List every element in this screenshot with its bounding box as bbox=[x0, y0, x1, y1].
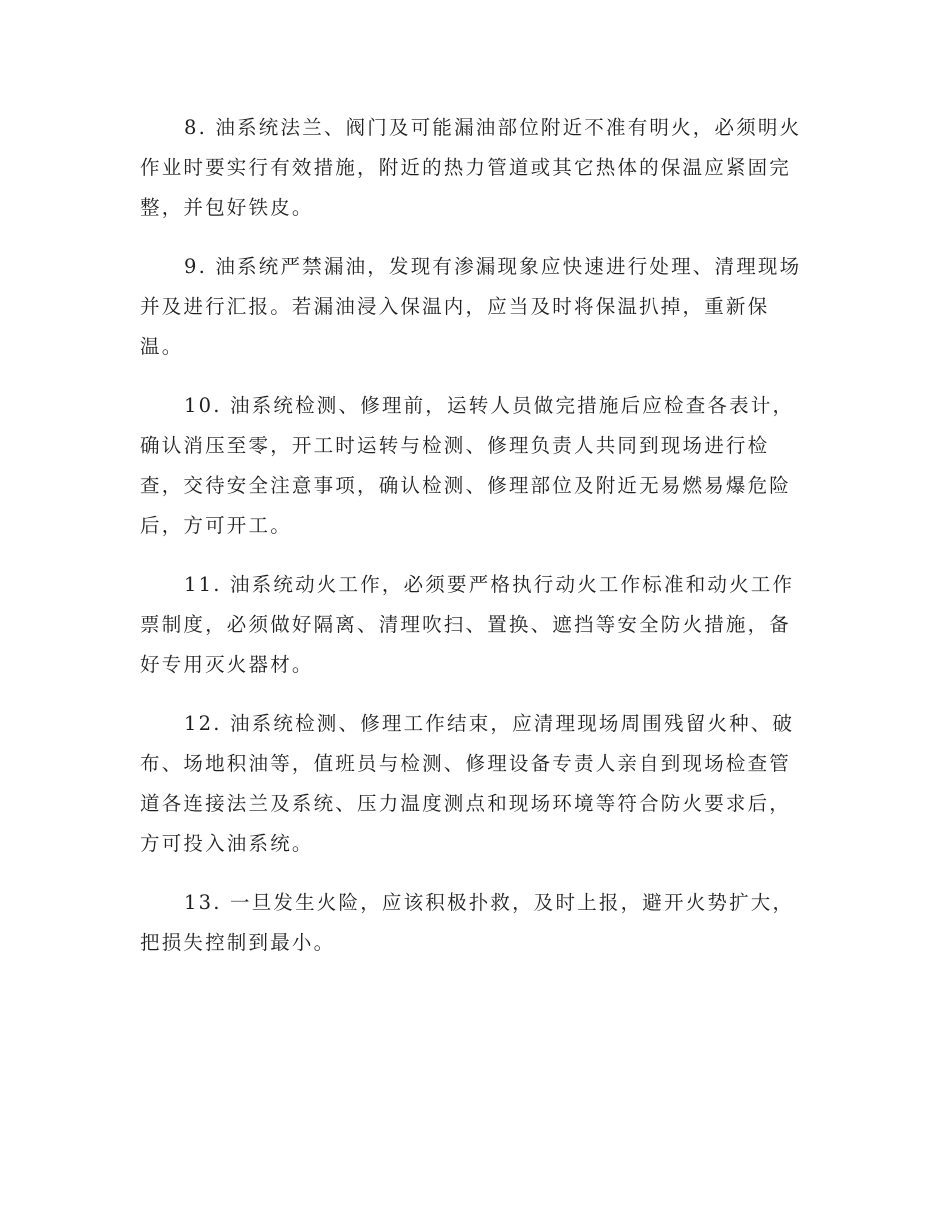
paragraph-item-10 bbox=[140, 386, 810, 546]
paragraph-line: 10. 油系统检测、修理前，运转人员做完措施后应检查各表计， bbox=[184, 394, 795, 417]
paragraph-line: 13. 一旦发生火险，应该积极扑救，及时上报，避开火势扩大， bbox=[184, 891, 795, 914]
paragraph-item-9 bbox=[140, 247, 810, 367]
paragraph-line: 好专用灭火器材。 bbox=[140, 653, 314, 676]
paragraph-item-8 bbox=[140, 108, 810, 228]
paragraph-line: 11. 油系统动火工作，必须要严格执行动火工作标准和动火工作 bbox=[184, 573, 795, 596]
paragraph-line: 确认消压至零，开工时运转与检测、修理负责人共同到现场进行检 bbox=[140, 434, 770, 457]
paragraph-item-11 bbox=[140, 565, 810, 685]
paragraph-line: 查，交待安全注意事项，确认检测、修理部位及附近无易燃易爆危险 bbox=[140, 474, 792, 497]
paragraph-line: 后，方可开工。 bbox=[140, 514, 292, 537]
paragraph-line: 作业时要实行有效措施，附近的热力管道或其它热体的保温应紧固完 bbox=[140, 156, 792, 179]
paragraph-line: 9. 油系统严禁漏油，发现有渗漏现象应快速进行处理、清理现场 bbox=[184, 255, 802, 278]
document-body bbox=[140, 108, 810, 982]
paragraph-line: 道各连接法兰及系统、压力温度测点和现场环境等符合防火要求后， bbox=[140, 792, 792, 815]
paragraph-line: 温。 bbox=[140, 335, 184, 358]
paragraph-line: 8. 油系统法兰、阀门及可能漏油部位附近不准有明火，必须明火 bbox=[184, 116, 802, 139]
paragraph-line: 并及进行汇报。若漏油浸入保温内，应当及时将保温扒掉，重新保 bbox=[140, 295, 770, 318]
paragraph-line: 整，并包好铁皮。 bbox=[140, 196, 314, 219]
paragraph-line: 布、场地积油等，值班员与检测、修理设备专责人亲自到现场检查管 bbox=[140, 752, 792, 775]
paragraph-item-12 bbox=[140, 704, 810, 864]
paragraph-item-13 bbox=[140, 883, 810, 963]
paragraph-line: 12. 油系统检测、修理工作结束，应清理现场周围残留火种、破 bbox=[184, 712, 795, 735]
paragraph-line: 把损失控制到最小。 bbox=[140, 931, 336, 954]
paragraph-line: 票制度，必须做好隔离、清理吹扫、置换、遮挡等安全防火措施，备 bbox=[140, 613, 792, 636]
paragraph-line: 方可投入油系统。 bbox=[140, 832, 314, 855]
